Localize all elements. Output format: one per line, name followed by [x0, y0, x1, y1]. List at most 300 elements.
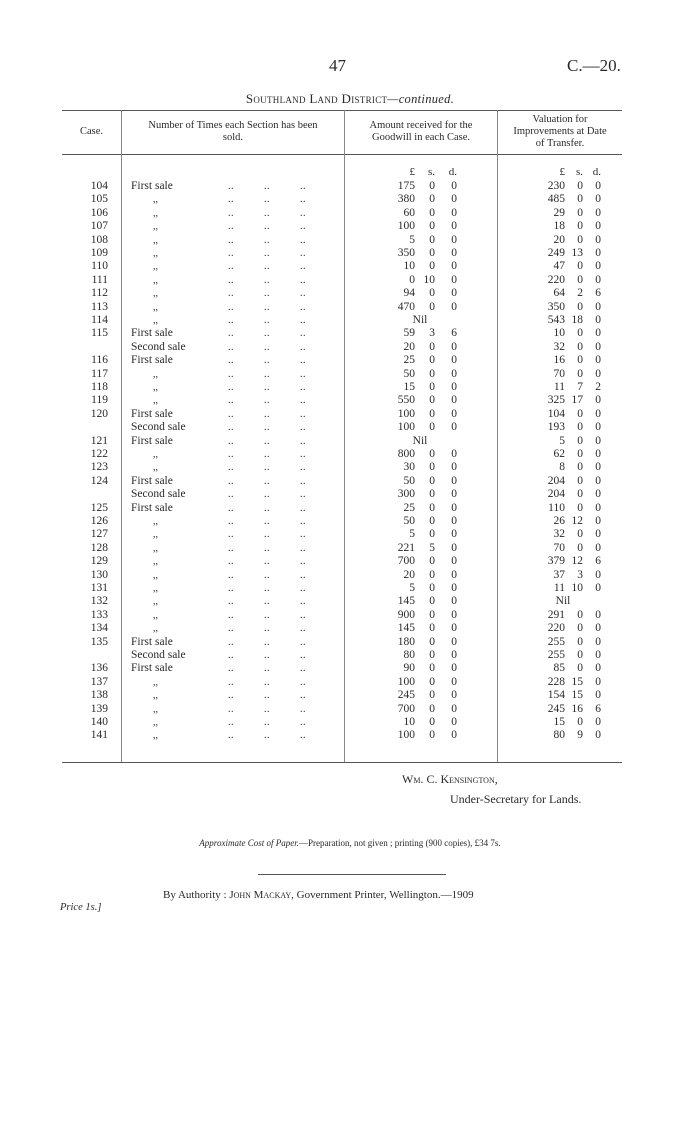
goodwill-shillings: 0	[429, 582, 435, 594]
valuation-shillings: 0	[577, 367, 583, 380]
header-valuation-line3: of Transfer.	[535, 138, 585, 149]
goodwill-pence: 0	[451, 729, 457, 742]
valuation-pence-unit: d.	[592, 166, 601, 178]
goodwill-pence: 0	[451, 595, 457, 608]
signatory-name	[402, 772, 498, 787]
header-valuation-line2: Improvements at Date	[513, 126, 607, 137]
goodwill-pounds: 100	[397, 220, 415, 233]
goodwill-pounds: 50	[403, 515, 415, 527]
valuation-shillings: 15	[571, 689, 583, 702]
valuation-pence: 0	[595, 260, 601, 273]
case-number: 126	[90, 515, 108, 527]
valuation-pounds: 154	[547, 689, 565, 702]
case-number: 112	[91, 287, 108, 300]
valuation-pence: 0	[595, 635, 601, 648]
leader-dots: .. .. ..	[228, 435, 306, 447]
goodwill-pence: 0	[451, 488, 457, 501]
valuation-shillings: 12	[571, 555, 583, 568]
valuation-pounds: 255	[547, 649, 565, 661]
goodwill-pounds: 90	[403, 662, 415, 675]
goodwill-pence: 0	[451, 501, 457, 514]
leader-dots: .. .. ..	[228, 355, 306, 367]
table-row	[0, 515, 700, 528]
goodwill-pence: 0	[451, 555, 457, 568]
goodwill-pounds: 221	[397, 541, 415, 554]
goodwill-pence-unit: d.	[448, 166, 457, 178]
valuation-pounds: 29	[553, 206, 565, 219]
goodwill-pounds-unit: £	[409, 166, 415, 178]
valuation-pence: 0	[595, 180, 601, 192]
goodwill-shillings: 0	[429, 193, 435, 206]
valuation-pounds: 11	[553, 381, 565, 393]
sale-description: ,,	[153, 609, 158, 621]
goodwill-pounds: 25	[403, 501, 415, 514]
page-number: 47	[329, 56, 346, 75]
valuation-shillings: 0	[577, 662, 583, 675]
goodwill-pence: 0	[451, 716, 457, 728]
sale-description: First sale	[131, 407, 173, 420]
table-row	[0, 207, 700, 220]
case-number: 124	[90, 474, 108, 487]
goodwill-shillings: 0	[429, 247, 435, 259]
table-row	[0, 354, 700, 367]
goodwill-pounds: 10	[403, 716, 415, 728]
goodwill-pounds: 550	[397, 394, 415, 407]
goodwill-shillings: 0	[429, 421, 435, 434]
sale-description: ,,	[153, 569, 158, 581]
goodwill-shillings: 0	[429, 233, 435, 246]
goodwill-pence: 0	[451, 608, 457, 621]
valuation-pence: 0	[595, 582, 601, 594]
table-row	[0, 569, 700, 582]
leader-dots: .. .. ..	[228, 194, 306, 206]
valuation-nil: Nil	[555, 595, 571, 608]
sale-description: First sale	[131, 635, 173, 648]
goodwill-pounds: 350	[397, 247, 415, 259]
valuation-shillings: 18	[571, 314, 583, 326]
table-row	[0, 381, 700, 394]
goodwill-shillings: 0	[429, 474, 435, 487]
case-number: 130	[90, 568, 108, 581]
goodwill-pence: 0	[451, 622, 457, 635]
goodwill-pounds: 80	[403, 649, 415, 661]
valuation-pence: 0	[595, 407, 601, 420]
sale-description: ,,	[153, 395, 158, 407]
valuation-pounds: 220	[547, 273, 565, 286]
valuation-shillings: 10	[571, 582, 583, 594]
table-row	[0, 502, 700, 515]
valuation-pounds: 543	[547, 314, 565, 326]
valuation-shillings: 3	[577, 568, 583, 581]
goodwill-shillings: 0	[429, 622, 435, 635]
table-row	[0, 327, 700, 340]
leader-dots: .. .. ..	[228, 368, 306, 380]
valuation-shillings: 0	[577, 501, 583, 514]
goodwill-shillings: 0	[429, 702, 435, 715]
valuation-pounds: 16	[553, 354, 565, 367]
goodwill-shillings: 0	[429, 367, 435, 380]
sale-description: ,,	[153, 288, 158, 300]
valuation-shillings: 12	[571, 515, 583, 527]
valuation-pounds: 26	[553, 515, 565, 527]
price: Price 1s.]	[60, 902, 102, 913]
goodwill-pounds: 25	[403, 354, 415, 367]
case-number: 106	[90, 206, 108, 219]
table-row	[0, 662, 700, 675]
valuation-pounds: 70	[553, 367, 565, 380]
goodwill-pence: 0	[451, 689, 457, 702]
sale-description: First sale	[131, 501, 173, 514]
valuation-shillings: 2	[577, 287, 583, 300]
leader-dots: .. .. ..	[228, 663, 306, 675]
goodwill-pence: 0	[451, 635, 457, 648]
goodwill-shillings: 0	[429, 662, 435, 675]
valuation-pounds: 70	[553, 541, 565, 554]
cost-text: —Preparation, not given ; printing (900 copies), £34 7s.	[298, 838, 501, 848]
goodwill-pounds: 20	[403, 340, 415, 353]
sale-description: ,,	[153, 583, 158, 594]
goodwill-pence: 0	[451, 180, 457, 192]
sale-description: ,,	[153, 449, 158, 460]
valuation-pence: 6	[595, 287, 601, 300]
table-row	[0, 435, 700, 448]
valuation-pence: 0	[595, 394, 601, 407]
valuation-shillings: 0	[577, 716, 583, 728]
leader-dots: .. .. ..	[228, 596, 306, 608]
leader-dots: .. .. ..	[228, 408, 306, 420]
valuation-pounds: 228	[547, 675, 565, 688]
case-number: 137	[90, 675, 108, 688]
valuation-pence: 0	[595, 729, 601, 742]
goodwill-nil: Nil	[412, 314, 428, 326]
valuation-shillings: 0	[577, 273, 583, 286]
leader-dots: .. .. ..	[228, 676, 306, 688]
goodwill-pounds: 20	[403, 568, 415, 581]
case-number: 122	[90, 448, 108, 460]
signatory-title: Under-Secretary for Lands.	[450, 792, 582, 806]
sale-description: First sale	[131, 327, 173, 340]
table-row	[0, 461, 700, 474]
case-number: 141	[90, 729, 108, 742]
valuation-shillings: 0	[577, 461, 583, 474]
document-reference: C.—20.	[567, 56, 621, 75]
valuation-pounds: 110	[548, 501, 565, 514]
valuation-pence: 0	[595, 622, 601, 635]
cost-of-paper	[0, 838, 700, 848]
valuation-pence: 0	[595, 541, 601, 554]
valuation-shillings: 0	[577, 421, 583, 434]
goodwill-pounds: 100	[397, 421, 415, 434]
authority-rest: Government Printer, Wellington.—1909	[296, 889, 474, 901]
valuation-pence: 0	[595, 206, 601, 219]
goodwill-pence: 0	[451, 233, 457, 246]
valuation-pence: 0	[595, 474, 601, 487]
goodwill-shillings: 0	[429, 635, 435, 648]
goodwill-pounds: 700	[397, 702, 415, 715]
valuation-pounds: 11	[553, 582, 565, 594]
valuation-shillings: 0	[577, 448, 583, 460]
valuation-pounds: 8	[559, 461, 565, 474]
goodwill-shillings: 0	[429, 501, 435, 514]
leader-dots: .. .. ..	[228, 489, 306, 501]
leader-dots: .. .. ..	[228, 341, 306, 353]
table-row	[0, 716, 700, 729]
leader-dots: .. .. ..	[228, 234, 306, 246]
table-row	[0, 636, 700, 649]
valuation-shillings: 0	[577, 434, 583, 447]
sale-description: First sale	[131, 474, 173, 487]
goodwill-pence: 0	[451, 381, 457, 393]
valuation-pence: 0	[595, 273, 601, 286]
goodwill-shillings: 0	[429, 528, 435, 541]
valuation-shillings: 16	[571, 702, 583, 715]
valuation-pence: 0	[595, 354, 601, 367]
valuation-pence: 0	[595, 367, 601, 380]
authority-prefix: By Authority :	[163, 889, 227, 901]
valuation-pence: 0	[595, 220, 601, 233]
sale-description: First sale	[131, 434, 173, 447]
sale-description: ,,	[153, 315, 158, 326]
case-number: 135	[90, 635, 108, 648]
leader-dots: .. .. ..	[228, 181, 306, 192]
printer-authority	[163, 889, 474, 901]
valuation-pence: 0	[595, 448, 601, 460]
goodwill-shillings: 0	[429, 716, 435, 728]
leader-dots: .. .. ..	[228, 690, 306, 702]
valuation-pence: 0	[595, 233, 601, 246]
table-row	[0, 542, 700, 555]
goodwill-shillings: 0	[429, 515, 435, 527]
leader-dots: .. .. ..	[228, 650, 306, 661]
valuation-shillings: 0	[577, 340, 583, 353]
table-row	[0, 622, 700, 635]
table-row	[0, 595, 700, 608]
valuation-pounds: 325	[547, 394, 565, 407]
leader-dots: .. .. ..	[228, 623, 306, 635]
sale-description: Second sale	[131, 488, 186, 501]
valuation-pounds-unit: £	[559, 166, 565, 178]
header-valuation	[498, 114, 622, 150]
goodwill-shillings: 0	[429, 568, 435, 581]
goodwill-shillings: 0	[429, 287, 435, 300]
case-number: 139	[90, 702, 108, 715]
valuation-shillings: 17	[571, 394, 583, 407]
header-goodwill	[345, 120, 497, 144]
sale-description: ,,	[153, 703, 158, 715]
header-goodwill-line2: Goodwill in each Case.	[372, 132, 470, 143]
leader-dots: .. .. ..	[228, 583, 306, 594]
header-times-sold-line1: Number of Times each Section has been	[148, 120, 318, 131]
goodwill-pounds: 900	[397, 608, 415, 621]
goodwill-pounds: 5	[409, 582, 415, 594]
valuation-pounds: 85	[553, 662, 565, 675]
goodwill-pounds: 50	[403, 474, 415, 487]
valuation-pounds: 350	[547, 300, 565, 313]
case-number: 113	[91, 300, 108, 313]
goodwill-pounds: 300	[397, 488, 415, 501]
valuation-shillings: 0	[577, 193, 583, 206]
valuation-shillings: 0	[577, 541, 583, 554]
leader-dots: .. .. ..	[228, 475, 306, 487]
header-goodwill-line1: Amount received for the	[369, 120, 473, 131]
case-number: 125	[90, 501, 108, 514]
table-row	[0, 475, 700, 488]
goodwill-pounds: 60	[403, 206, 415, 219]
goodwill-pence: 0	[451, 515, 457, 527]
sale-description: ,,	[153, 529, 158, 541]
goodwill-pounds: 5	[409, 233, 415, 246]
goodwill-pounds: 15	[403, 381, 415, 393]
sale-description: ,,	[153, 462, 158, 474]
valuation-pounds: 32	[553, 528, 565, 541]
goodwill-pounds: 94	[403, 287, 415, 300]
goodwill-shillings-unit: s.	[427, 166, 435, 178]
valuation-shillings: 13	[571, 247, 583, 259]
goodwill-shillings: 0	[429, 381, 435, 393]
case-number: 132	[90, 595, 108, 608]
case-number: 111	[91, 273, 108, 286]
sale-description: ,,	[153, 690, 158, 702]
goodwill-pence: 0	[451, 367, 457, 380]
valuation-shillings: 9	[577, 729, 583, 742]
goodwill-pounds: 180	[397, 635, 415, 648]
case-number: 109	[90, 247, 108, 259]
leader-dots: .. .. ..	[228, 207, 306, 219]
valuation-shillings: 0	[577, 649, 583, 661]
signatory-name-text: Wm. C. Kensington,	[402, 772, 498, 786]
goodwill-pence: 0	[451, 675, 457, 688]
valuation-pence: 0	[595, 608, 601, 621]
table-row	[0, 703, 700, 716]
table-row	[0, 394, 700, 407]
case-number: 107	[90, 220, 108, 233]
valuation-shillings: 15	[571, 675, 583, 688]
valuation-pence: 0	[595, 340, 601, 353]
case-number: 140	[90, 716, 108, 728]
valuation-pounds: 37	[553, 568, 565, 581]
table-row	[0, 421, 700, 434]
goodwill-pounds: 700	[397, 555, 415, 568]
goodwill-pence: 0	[451, 247, 457, 259]
sale-description: ,,	[153, 221, 158, 233]
goodwill-shillings: 5	[429, 541, 435, 554]
valuation-shillings: 0	[577, 474, 583, 487]
goodwill-shillings: 0	[429, 180, 435, 192]
valuation-pence: 0	[595, 300, 601, 313]
goodwill-pounds: 10	[403, 260, 415, 273]
valuation-shillings: 7	[577, 381, 583, 393]
case-number: 129	[90, 555, 108, 568]
goodwill-pence: 0	[451, 260, 457, 273]
valuation-shillings: 0	[577, 354, 583, 367]
valuation-pence: 0	[595, 314, 601, 326]
sale-description: First sale	[131, 180, 173, 192]
goodwill-pence: 0	[451, 287, 457, 300]
leader-dots: .. .. ..	[228, 288, 306, 300]
goodwill-shillings: 0	[429, 488, 435, 501]
valuation-pence: 0	[595, 421, 601, 434]
table-row	[0, 555, 700, 568]
page-title	[0, 91, 700, 107]
leader-dots: .. .. ..	[228, 462, 306, 474]
valuation-shillings: 0	[577, 220, 583, 233]
leader-dots: .. .. ..	[228, 730, 306, 742]
sale-description: ,,	[153, 234, 158, 246]
valuation-pence: 0	[595, 461, 601, 474]
sale-description: ,,	[153, 382, 158, 393]
valuation-pounds: 249	[547, 247, 565, 259]
goodwill-pounds: 100	[397, 729, 415, 742]
leader-dots: .. .. ..	[228, 395, 306, 407]
goodwill-shillings: 0	[429, 260, 435, 273]
valuation-pounds: 64	[553, 287, 565, 300]
goodwill-shillings: 0	[429, 407, 435, 420]
leader-dots: .. .. ..	[228, 516, 306, 527]
table-row	[0, 287, 700, 300]
table-bottom-rule	[62, 762, 622, 763]
valuation-pounds: 10	[553, 327, 565, 340]
footer-rule	[258, 874, 446, 875]
goodwill-pence: 0	[451, 407, 457, 420]
valuation-pounds: 15	[553, 716, 565, 728]
goodwill-pounds: 30	[403, 461, 415, 474]
case-number: 136	[90, 662, 108, 675]
table-row	[0, 314, 700, 327]
valuation-pounds: 220	[547, 622, 565, 635]
table-row	[0, 676, 700, 689]
table-row	[0, 528, 700, 541]
goodwill-pounds: 145	[397, 622, 415, 635]
case-number: 104	[90, 180, 108, 192]
sale-description: ,,	[153, 596, 158, 608]
leader-dots: .. .. ..	[228, 703, 306, 715]
goodwill-pence: 0	[451, 541, 457, 554]
goodwill-pence: 0	[451, 220, 457, 233]
valuation-pounds: 204	[547, 488, 565, 501]
valuation-shillings: 0	[577, 488, 583, 501]
leader-dots: .. .. ..	[228, 636, 306, 648]
valuation-shillings: 0	[577, 635, 583, 648]
case-number: 138	[90, 689, 108, 702]
header-times-sold	[122, 120, 344, 144]
header-bottom-rule	[62, 154, 622, 155]
goodwill-pence: 0	[451, 193, 457, 206]
case-number: 110	[91, 260, 108, 273]
table-row	[0, 649, 700, 662]
case-number: 128	[90, 541, 108, 554]
table-row	[0, 368, 700, 381]
goodwill-shillings: 0	[429, 689, 435, 702]
goodwill-pounds: 800	[397, 448, 415, 460]
valuation-pence: 0	[595, 247, 601, 259]
valuation-pence: 0	[595, 649, 601, 661]
case-number: 119	[91, 394, 108, 407]
goodwill-pence: 0	[451, 394, 457, 407]
leader-dots: .. .. ..	[228, 261, 306, 273]
valuation-pounds: 379	[547, 555, 565, 568]
title-suffix: —continued.	[387, 92, 455, 106]
goodwill-pounds: 100	[397, 675, 415, 688]
case-number: 117	[91, 367, 108, 380]
leader-dots: .. .. ..	[228, 248, 306, 259]
valuation-shillings: 0	[577, 528, 583, 541]
table-row	[0, 274, 700, 287]
goodwill-pounds: 5	[409, 528, 415, 541]
valuation-pounds: 193	[547, 421, 565, 434]
goodwill-pence: 0	[451, 582, 457, 594]
sale-description: ,,	[153, 516, 158, 527]
valuation-pence: 0	[595, 193, 601, 206]
